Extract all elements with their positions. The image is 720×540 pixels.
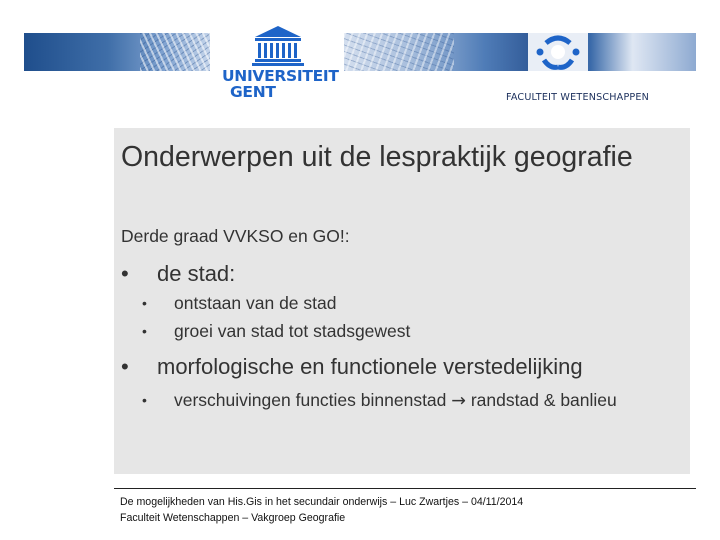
- sub-bullet-text-before: verschuivingen functies binnenstad: [174, 390, 447, 410]
- bullet-text: de stad:: [157, 261, 236, 286]
- footer-divider: [114, 488, 696, 489]
- header-banner-right: [344, 33, 696, 71]
- faculty-emblem-icon: [528, 33, 588, 71]
- sub-bullet-marker: •: [142, 392, 147, 408]
- banner-texture: [140, 33, 210, 71]
- sub-bullet-text: groei van stad tot stadsgewest: [174, 321, 411, 341]
- sub-bullet-text: ontstaan van de stad: [174, 293, 337, 313]
- sub-bullet-marker: •: [142, 323, 147, 339]
- banner-texture: [344, 33, 454, 71]
- arrow-right-icon: →: [451, 391, 466, 411]
- logo-text-gent: GENT: [230, 83, 276, 101]
- sub-bullet-marker: •: [142, 295, 147, 311]
- university-logo: [222, 24, 339, 108]
- footer-line-2: Faculteit Wetenschappen – Vakgroep Geografie: [120, 512, 346, 524]
- header-banner-left: [24, 33, 210, 71]
- university-building-icon: [222, 24, 334, 68]
- sub-bullet-text-after: randstad & banlieu: [470, 390, 617, 410]
- footer-line-1: De mogelijkheden van His.Gis in het secundair onderwijs – Luc Zwartjes – 04/11/2014: [120, 496, 524, 508]
- logo-text-universiteit: UNIVERSITEIT: [222, 67, 339, 85]
- sub-bullet-text: [174, 390, 617, 411]
- bullet-marker: •: [121, 354, 129, 379]
- faculty-label: FACULTEIT WETENSCHAPPEN: [506, 92, 650, 103]
- slide-subtitle: Derde graad VVKSO en GO!:: [121, 226, 350, 246]
- bullet-marker: •: [121, 261, 129, 286]
- slide-title: Onderwerpen uit de lespraktijk geografie: [121, 141, 633, 173]
- bullet-text: morfologische en functionele verstedelijking: [157, 354, 583, 379]
